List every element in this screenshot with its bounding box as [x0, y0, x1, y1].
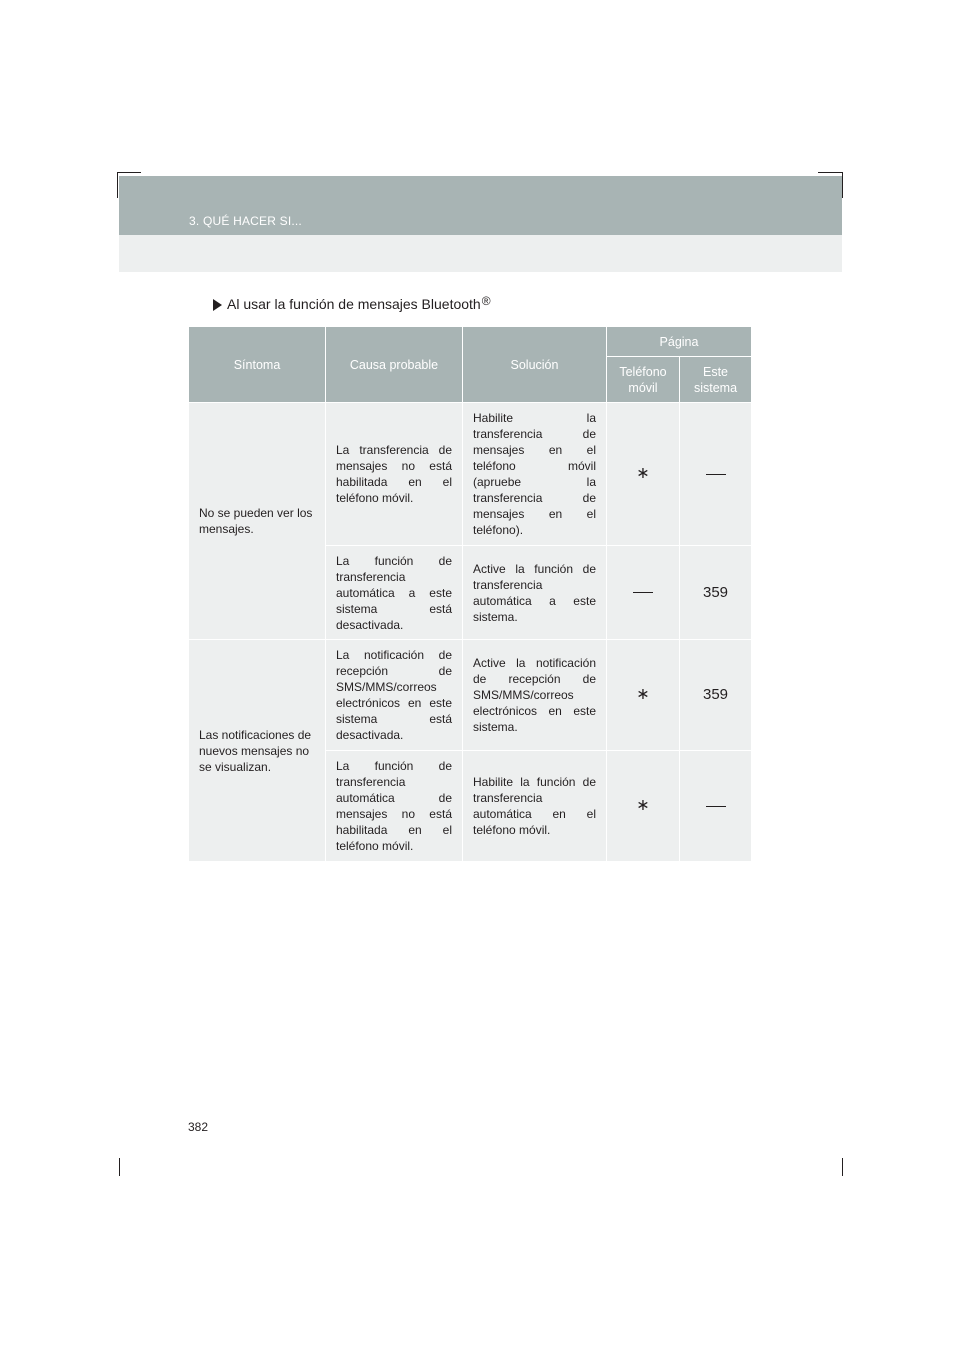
system-page-cell — [680, 403, 752, 546]
phone-page-cell — [607, 546, 680, 640]
symptom-cell: Las notificaciones de nuevos mensajes no se visualizan. — [189, 640, 326, 862]
section-title: 3. QUÉ HACER SI... — [189, 214, 302, 228]
crop-mark — [842, 1158, 843, 1176]
header-cause: Causa probable — [326, 327, 463, 403]
cause-cell: La notificación de recepción de SMS/MMS/correos electrónicos en este sistema está desactivada. — [326, 640, 463, 751]
header-symptom: Síntoma — [189, 327, 326, 403]
table-row — [189, 640, 752, 751]
dash-icon — [633, 592, 653, 593]
phone-page-cell: ∗ — [607, 640, 680, 751]
troubleshooting-table — [188, 326, 752, 862]
header-page: Página — [607, 327, 752, 357]
crop-mark — [818, 172, 842, 173]
triangle-bullet-icon — [213, 299, 222, 311]
cause-cell: La función de transferencia automática de mensajes no está habilitada en el teléfono móvil. — [326, 751, 463, 862]
header-phone: Teléfono móvil — [607, 357, 680, 403]
solution-cell: Habilite la transferencia de mensajes en el teléfono móvil (apruebe la transferencia de mensajes en el teléfono). — [463, 403, 607, 546]
crop-mark — [842, 172, 843, 198]
solution-cell: Active la notificación de recepción de SMS/MMS/correos electrónicos en este sistema. — [463, 640, 607, 751]
dash-icon — [706, 806, 726, 807]
dash-icon — [706, 474, 726, 475]
system-page-cell: 359 — [680, 546, 752, 640]
registered-mark: ® — [481, 294, 491, 308]
header-system: Este sistema — [680, 357, 752, 403]
header-solution: Solución — [463, 327, 607, 403]
header-band — [119, 176, 842, 235]
phone-page-cell: ∗ — [607, 751, 680, 862]
table-row — [189, 403, 752, 546]
section-heading — [213, 296, 491, 312]
solution-cell: Active la función de transferencia automática a este sistema. — [463, 546, 607, 640]
cause-cell: La función de transferencia automática a este sistema está desactivada. — [326, 546, 463, 640]
cause-cell: La transferencia de mensajes no está habilitada en el teléfono móvil. — [326, 403, 463, 546]
crop-mark — [117, 172, 118, 198]
system-page-cell — [680, 751, 752, 862]
page-number: 382 — [188, 1120, 209, 1134]
section-heading-text: Al usar la función de mensajes Bluetooth — [227, 296, 481, 312]
phone-page-cell: ∗ — [607, 403, 680, 546]
crop-mark — [117, 172, 141, 173]
header-sub-band — [119, 235, 842, 272]
symptom-cell: No se pueden ver los mensajes. — [189, 403, 326, 640]
solution-cell: Habilite la función de transferencia automática en el teléfono móvil. — [463, 751, 607, 862]
system-page-cell: 359 — [680, 640, 752, 751]
crop-mark — [119, 1158, 120, 1176]
